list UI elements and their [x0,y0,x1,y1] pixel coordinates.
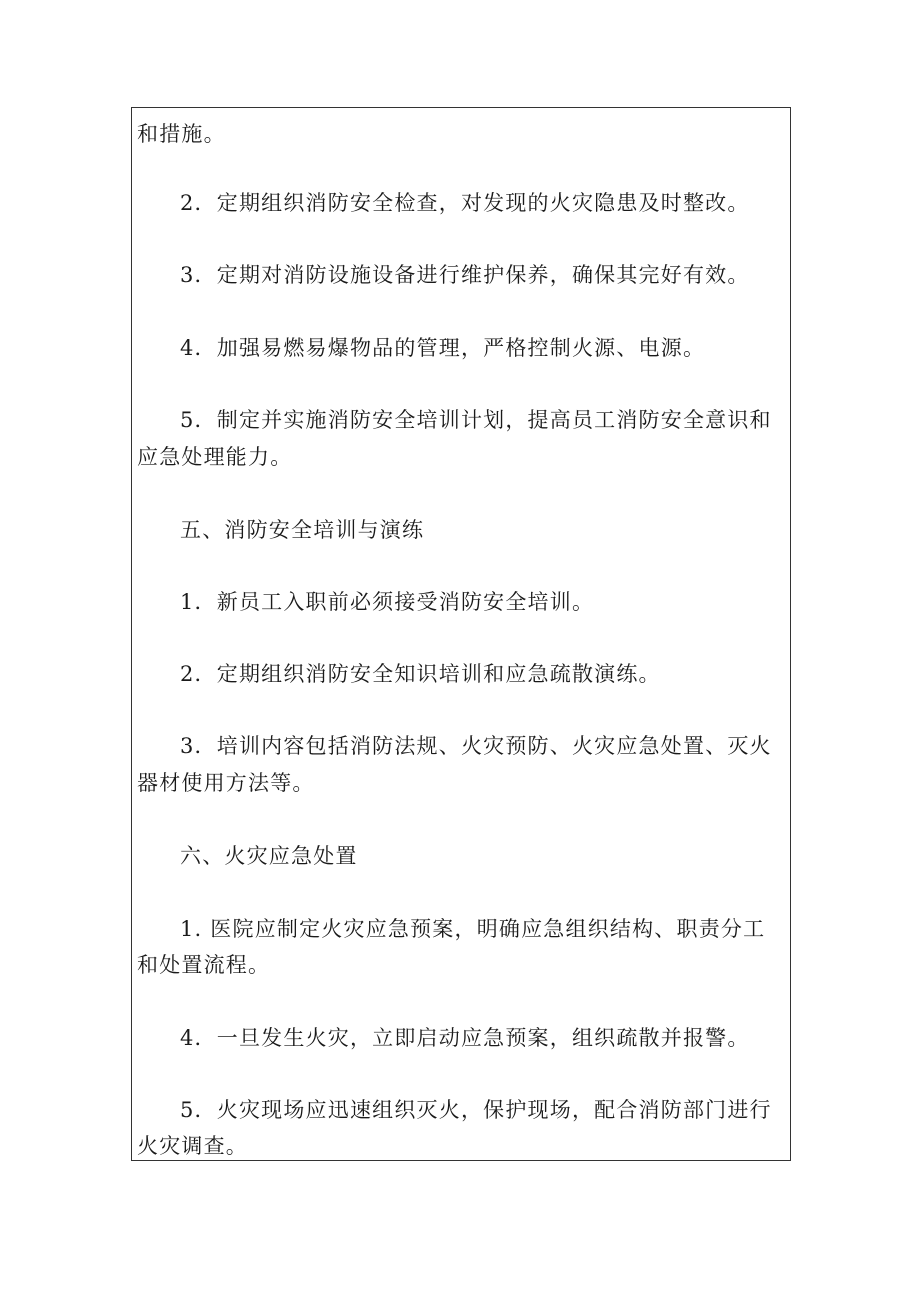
section-heading: 六、火灾应急处置 [180,844,358,868]
list-item-continuation: 器材使用方法等。 [137,771,315,795]
section-heading: 五、消防安全培训与演练 [180,518,425,542]
list-item: 3．培训内容包括消防法规、火灾预防、火灾应急处置、灭火 [180,734,772,758]
list-item: 4．一旦发生火灾，立即启动应急预案，组织疏散并报警。 [180,1026,750,1050]
list-item: 1. 医院应制定火灾应急预案，明确应急组织结构、职责分工 [180,917,766,941]
list-item: 2．定期组织消防安全检查，对发现的火灾隐患及时整改。 [180,191,750,215]
list-item: 4．加强易燃易爆物品的管理，严格控制火源、电源。 [180,336,706,360]
text-line: 和措施。 [137,122,226,146]
list-item: 5．制定并实施消防安全培训计划，提高员工消防安全意识和 [180,408,772,432]
document-frame [131,107,791,1161]
list-item: 2．定期组织消防安全知识培训和应急疏散演练。 [180,662,661,686]
list-item-continuation: 应急处理能力。 [137,445,293,469]
list-item: 3．定期对消防设施设备进行维护保养，确保其完好有效。 [180,263,750,287]
list-item-continuation: 火灾调查。 [137,1134,248,1158]
list-item-continuation: 和处置流程。 [137,953,271,977]
list-item: 5．火灾现场应迅速组织灭火，保护现场，配合消防部门进行 [180,1098,772,1122]
list-item: 1．新员工入职前必须接受消防安全培训。 [180,590,595,614]
